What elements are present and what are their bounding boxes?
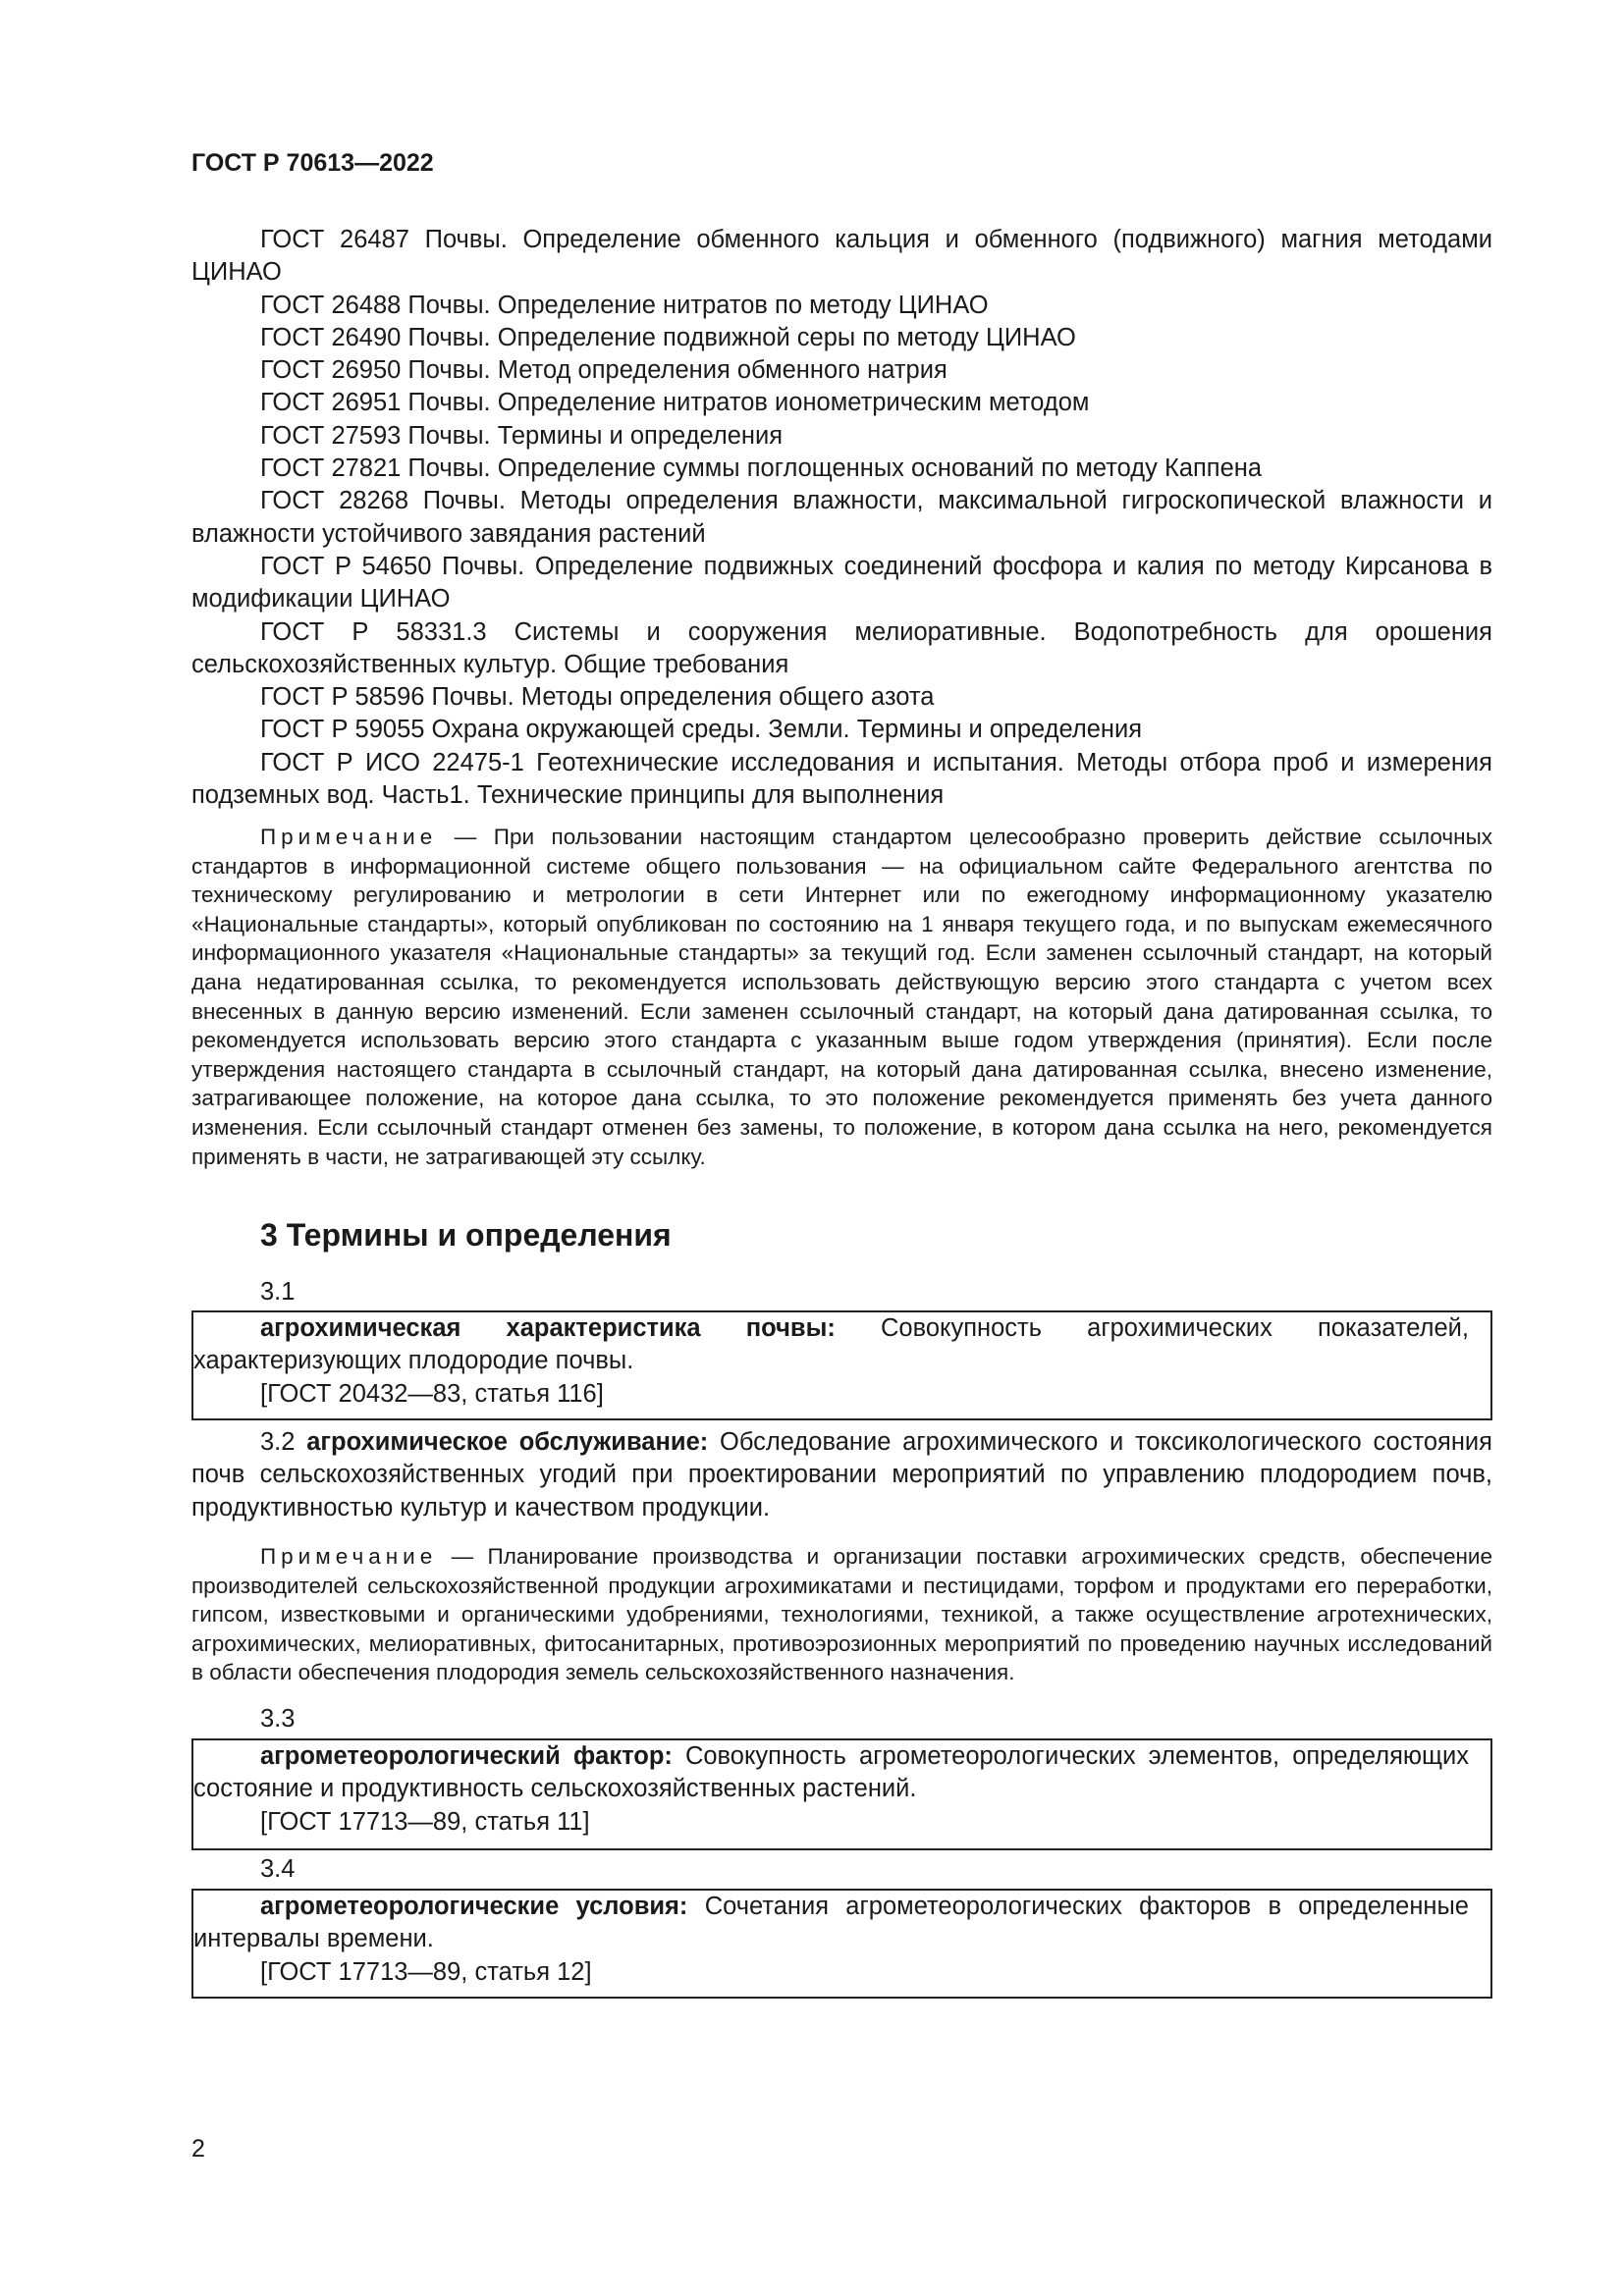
term-definition <box>193 1891 1490 1956</box>
term-box-3-4 <box>191 1889 1492 1999</box>
term-source: [ГОСТ 17713—89, статья 12] <box>260 1957 592 1986</box>
reference-item: ГОСТ Р 58331.3 Системы и сооружения мелиоративные. Водопотребность для орошения сельскохозяйственных культур. Общие требования <box>191 617 1492 678</box>
section-title: 3 Термины и определения <box>260 1217 672 1253</box>
term-number: 3.4 <box>260 1855 296 1883</box>
reference-item: ГОСТ 26490 Почвы. Определение подвижной серы по методу ЦИНАО <box>260 323 1076 351</box>
term-name: агрометеорологические условия: <box>260 1893 688 1920</box>
term-source: [ГОСТ 20432—83, статья 116] <box>260 1379 604 1408</box>
normative-references <box>191 224 1492 812</box>
term-name: агрохимическое обслуживание: <box>306 1428 709 1456</box>
reference-item: ГОСТ 27593 Почвы. Термины и определения <box>260 421 784 450</box>
term-note <box>191 1542 1492 1687</box>
reference-item: ГОСТ 26950 Почвы. Метод определения обменного натрия <box>260 356 947 385</box>
term-definition <box>193 1740 1490 1806</box>
reference-item: ГОСТ Р ИСО 22475-1 Геотехнические исследования и испытания. Методы отбора проб и измерения подземных вод. Часть1. Технические принципы для выполнения <box>191 748 1492 810</box>
note-text: — При пользовании настоящим стандартом целесообразно проверить действие ссылочных стандартов в информационной системе общего пользования — на официальном сайте Федерального агентства по техническому регулированию и метрологии в сети Интернет или по ежегодному информационному указателю «Национальные стандарты», который опубликован по состоянию на 1 января текущего года, и по выпускам ежемесячного информационного указателя «Национальные стандарты» за текущий год. Если заменен ссылочный стандарт, на который дана недатированная ссылка, то рекомендуется использовать действующую версию этого стандарта с учетом всех внесенных в данную версию изменений. Если заменен ссылочный стандарт, на который дана датированная ссылка, то рекомендуется использовать версию этого стандарта с указанным выше годом утверждения (принятия). Если после утверждения настоящего стандарта в ссылочный стандарт, на который дана датированная ссылка, внесено изменение, затрагивающее положение, на которое дана ссылка, то это положение рекомендуется применять без учета данного изменения. Если ссылочный стандарт отменен без замены, то положение, в котором дана ссылка на него, рекомендуется применять в части, не затрагивающей эту ссылку. <box>191 825 1492 1169</box>
definition-text: Совокупность агрохимических показателей, характеризующих плодородие почвы. <box>193 1314 1469 1375</box>
reference-item: ГОСТ 26487 Почвы. Определение обменного кальция и обменного (подвижного) магния методами ЦИНАО <box>191 226 1492 287</box>
reference-item: ГОСТ 28268 Почвы. Методы определения влажности, максимальной гигроскопической влажности и влажности устойчивого завядания растений <box>191 487 1492 548</box>
term-3-2 <box>191 1426 1492 1524</box>
reference-item: ГОСТ 26951 Почвы. Определение нитратов ионометрическим методом <box>260 389 1090 417</box>
reference-item: ГОСТ Р 58596 Почвы. Методы определения общего азота <box>260 683 935 712</box>
references-note <box>191 823 1492 1171</box>
reference-item: ГОСТ Р 59055 Охрана окружающей среды. Земли. Термины и определения <box>260 716 1143 744</box>
note-label: Примечание <box>260 1544 438 1569</box>
definition-text: Совокупность агрометеорологических элементов, определяющих состояние и продуктивность сельскохозяйственных растений. <box>193 1742 1469 1803</box>
definition-text: Сочетания агрометеорологических факторов в определенные интервалы времени. <box>193 1893 1469 1953</box>
term-box-3-1 <box>191 1310 1492 1420</box>
note-text: — Планирование производства и организации поставки агрохимических средств, обеспечение производителей сельскохозяйственной продукции агрохимикатами и пестицидами, торфом и продуктами его переработки, гипсом, известковыми и органическими удобрениями, технологиями, техникой, а также осуществление агротехнических, агрохимических, мелиоративных, фитосанитарных, противоэрозионных мероприятий по проведению научных исследований в области обеспечения плодородия земель сельскохозяйственного назначения. <box>191 1544 1492 1685</box>
term-number: 3.2 <box>260 1428 296 1456</box>
document-code: ГОСТ Р 70613—2022 <box>191 149 434 177</box>
page-number: 2 <box>191 2135 205 2163</box>
term-name: агрохимическая характеристика почвы: <box>260 1314 836 1342</box>
term-name: агрометеорологический фактор: <box>260 1742 673 1770</box>
term-number: 3.3 <box>260 1705 296 1733</box>
reference-item: ГОСТ Р 54650 Почвы. Определение подвижных соединений фосфора и калия по методу Кирсанова в модификации ЦИНАО <box>191 552 1492 614</box>
term-source: [ГОСТ 17713—89, статья 11] <box>260 1807 590 1836</box>
definition-text: Обследование агрохимического и токсикологического состояния почв сельскохозяйственных угодий при проектировании мероприятий по управлению плодородием почв, продуктивностью культур и качеством продукции. <box>191 1428 1492 1522</box>
reference-item: ГОСТ 26488 Почвы. Определение нитратов по методу ЦИНАО <box>260 291 989 319</box>
note-label: Примечание <box>260 825 438 849</box>
reference-item: ГОСТ 27821 Почвы. Определение суммы поглощенных оснований по методу Каппена <box>260 454 1263 483</box>
term-definition <box>193 1312 1490 1378</box>
term-number: 3.1 <box>260 1278 296 1306</box>
term-box-3-3 <box>191 1738 1492 1850</box>
